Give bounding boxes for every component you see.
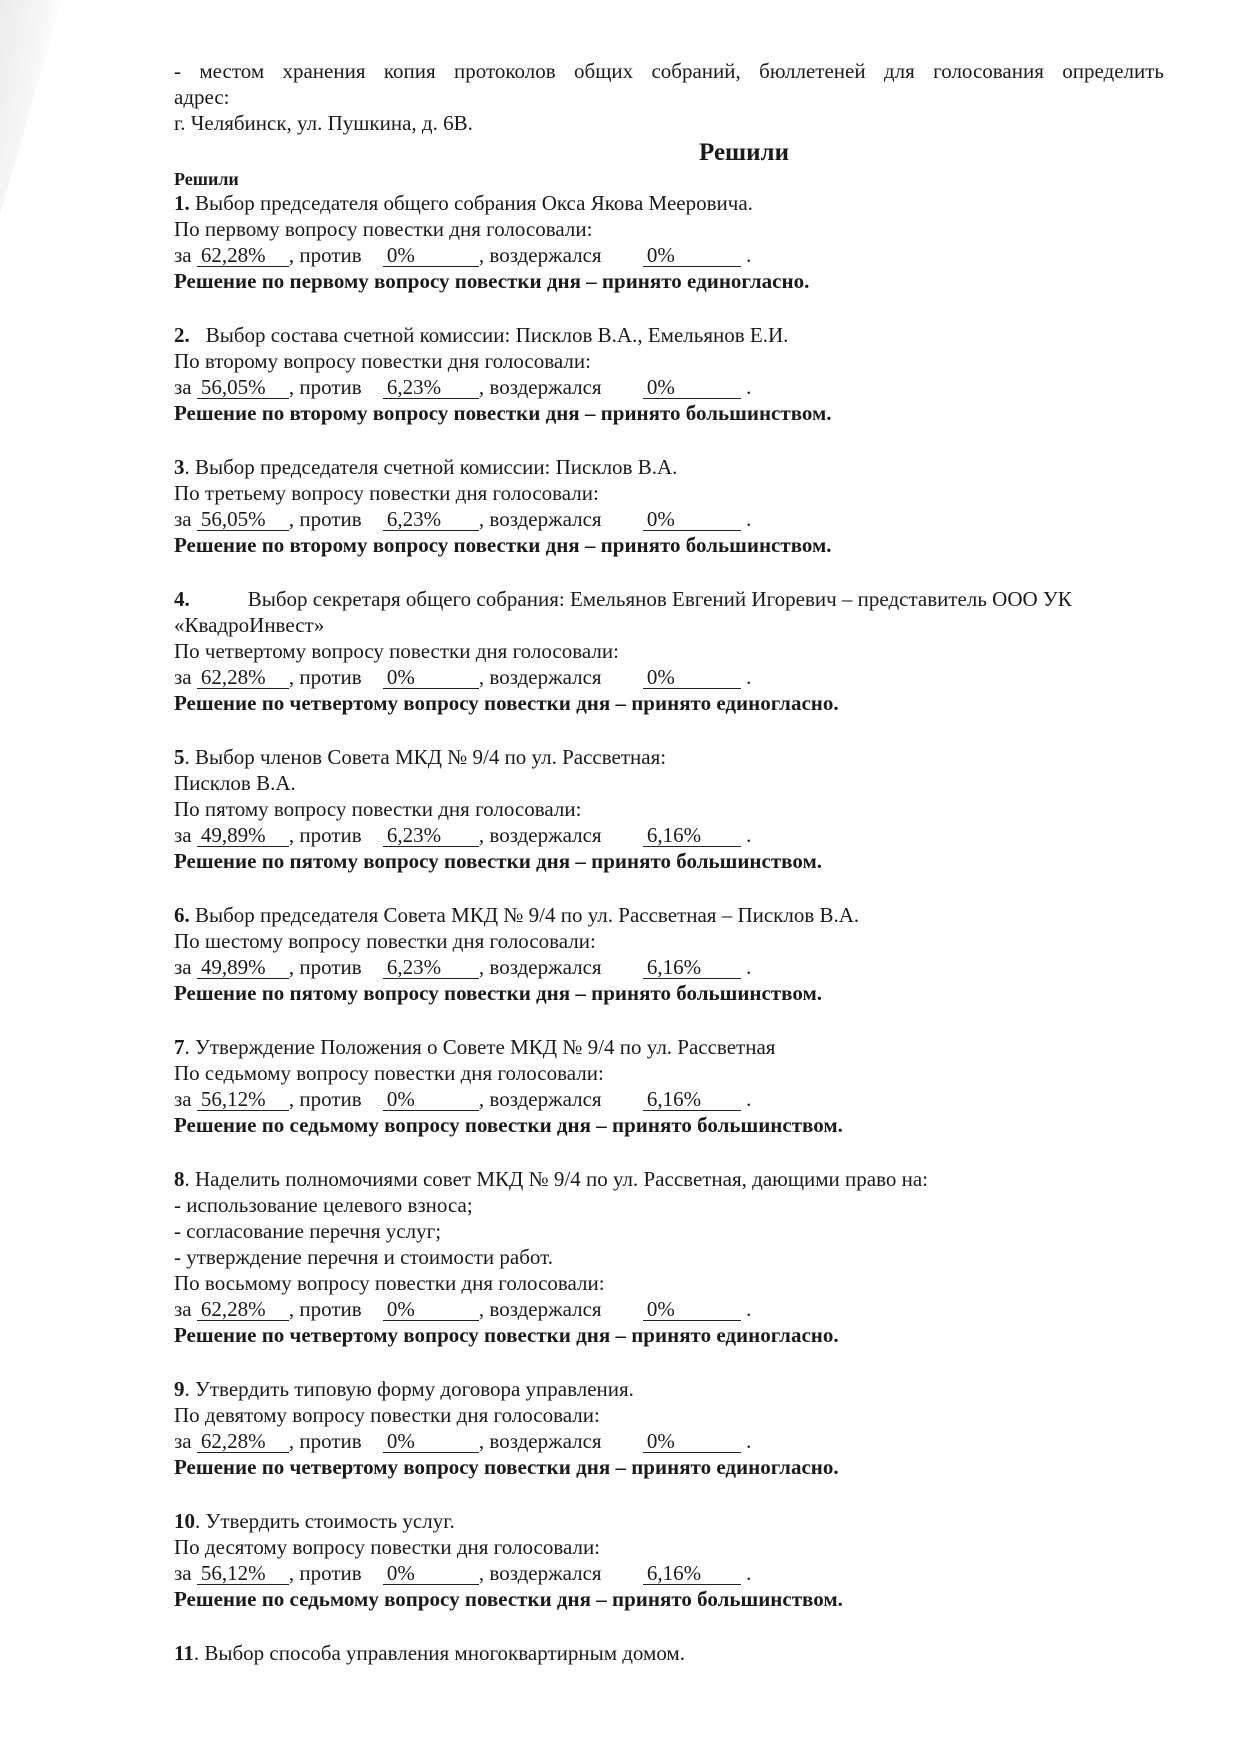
agenda-item-9 xyxy=(174,1376,1164,1480)
voted-line: По десятому вопросу повестки дня голосовали: xyxy=(174,1535,601,1559)
bullet-item: - согласование перечня услуг; xyxy=(174,1219,442,1243)
against-value: 0% xyxy=(383,1298,479,1321)
item-title: . Утвердить стоимость услуг. xyxy=(195,1509,455,1533)
against-label: , против xyxy=(288,1561,362,1585)
end-dot: . xyxy=(746,1429,752,1453)
abstained-label: , воздержался xyxy=(478,243,602,267)
against-label: , против xyxy=(288,1087,362,1111)
for-label: за xyxy=(174,823,192,847)
vote-results xyxy=(174,1560,1164,1586)
agenda-item-5 xyxy=(174,744,1164,874)
item-title: Выбор состава счетной комиссии: Писклов В.А., Емельянов Е.И. xyxy=(205,323,789,347)
item-title: Выбор председателя общего собрания Окса Якова Мееровича. xyxy=(189,191,753,215)
abstained-value: 6,16% xyxy=(643,956,741,979)
for-value: 56,12% xyxy=(197,1088,289,1111)
agenda-item-8 xyxy=(174,1166,1164,1348)
item-number: 11 xyxy=(174,1641,194,1665)
abstained-value: 6,16% xyxy=(643,1562,741,1585)
decision: Решение по четвертому вопросу повестки дня – принято единогласно. xyxy=(174,691,839,715)
abstained-label: , воздержался xyxy=(478,375,602,399)
item-number: 10 xyxy=(174,1509,195,1533)
against-value: 6,23% xyxy=(383,376,479,399)
item-title: Выбор председателя Совета МКД № 9/4 по ул. Рассветная – xyxy=(189,903,738,927)
against-value: 0% xyxy=(383,1088,479,1111)
agenda-item-2 xyxy=(174,322,1164,426)
vote-results xyxy=(174,506,1164,532)
abstained-label: , воздержался xyxy=(478,1087,602,1111)
abstained-label: , воздержался xyxy=(478,955,602,979)
abstained-label: , воздержался xyxy=(478,1297,602,1321)
vote-results xyxy=(174,242,1164,268)
against-value: 0% xyxy=(383,666,479,689)
against-label: , против xyxy=(288,955,362,979)
item-title-tail: Писклов В.А. xyxy=(737,903,860,927)
for-label: за xyxy=(174,1429,192,1453)
for-value: 49,89% xyxy=(197,824,289,847)
for-label: за xyxy=(174,665,192,689)
voted-line: По девятому вопросу повестки дня голосовали: xyxy=(174,1403,600,1427)
decision: Решение по пятому вопросу повестки дня – принято большинством. xyxy=(174,981,823,1005)
item-number: 3 xyxy=(174,455,185,479)
item-title: . Выбор способа управления многоквартирным домом. xyxy=(193,1641,685,1665)
item-title-continued: «КвадроИнвест» xyxy=(174,613,325,637)
voted-line: По второму вопросу повестки дня голосовали: xyxy=(174,349,591,373)
for-label: за xyxy=(174,243,192,267)
item-title: . Выбор членов Совета МКД № 9/4 по ул. Рассветная: xyxy=(184,745,667,769)
abstained-value: 0% xyxy=(643,244,741,267)
against-label: , против xyxy=(288,1297,362,1321)
item-title: . Утвердить типовую форму договора управления. xyxy=(184,1377,634,1401)
item-number: 1. xyxy=(174,191,190,215)
item-number: 7 xyxy=(174,1035,185,1059)
abstained-value: 0% xyxy=(643,508,741,531)
abstained-label: , воздержался xyxy=(478,1561,602,1585)
for-label: за xyxy=(174,955,192,979)
vote-results xyxy=(174,954,1164,980)
end-dot: . xyxy=(746,1297,752,1321)
abstained-label: , воздержался xyxy=(478,1429,602,1453)
for-value: 62,28% xyxy=(197,1298,289,1321)
end-dot: . xyxy=(746,243,752,267)
end-dot: . xyxy=(746,665,752,689)
agenda-item-1 xyxy=(174,190,1164,294)
against-label: , против xyxy=(288,665,362,689)
agenda-item-7 xyxy=(174,1034,1164,1138)
item-number: 6. xyxy=(174,903,190,927)
decision: Решение по седьмому вопросу повестки дня – принято большинством. xyxy=(174,1113,843,1137)
item-title: Выбор секретаря общего собрания: Емельянов Евгений Игоревич – представитель ООО УК xyxy=(247,587,1072,611)
end-dot: . xyxy=(746,375,752,399)
for-value: 56,05% xyxy=(197,376,289,399)
against-value: 6,23% xyxy=(383,508,479,531)
vote-results xyxy=(174,1428,1164,1454)
decision: Решение по четвертому вопросу повестки дня – принято единогласно. xyxy=(174,1455,839,1479)
against-value: 6,23% xyxy=(383,956,479,979)
for-label: за xyxy=(174,1087,192,1111)
storage-address: г. Челябинск, ул. Пушкина, д. 6В. xyxy=(174,111,473,135)
item-number: 9 xyxy=(174,1377,185,1401)
decision: Решение по первому вопросу повестки дня – принято единогласно. xyxy=(174,269,810,293)
vote-results xyxy=(174,664,1164,690)
section-subheading: Решили xyxy=(174,169,239,189)
item-title: . Выбор председателя счетной комиссии: Писклов В.А. xyxy=(184,455,678,479)
bullet-item: - использование целевого взноса; xyxy=(174,1193,473,1217)
vote-results xyxy=(174,822,1164,848)
decision: Решение по пятому вопросу повестки дня – принято большинством. xyxy=(174,849,823,873)
section-heading: Решили xyxy=(699,139,789,166)
agenda-item-11 xyxy=(174,1640,1164,1666)
item-title: . Наделить полномочиями совет МКД № 9/4 по ул. Рассветная, дающими право на: xyxy=(184,1167,929,1191)
vote-results xyxy=(174,374,1164,400)
voted-line: По восьмому вопросу повестки дня голосовали: xyxy=(174,1271,605,1295)
item-number: 5 xyxy=(174,745,185,769)
abstained-label: , воздержался xyxy=(478,507,602,531)
agenda-item-6 xyxy=(174,902,1164,1006)
end-dot: . xyxy=(746,1087,752,1111)
against-value: 6,23% xyxy=(383,824,479,847)
abstained-label: , воздержался xyxy=(478,823,602,847)
storage-line-2: адрес: xyxy=(174,85,230,109)
for-label: за xyxy=(174,375,192,399)
for-value: 62,28% xyxy=(197,244,289,267)
against-value: 0% xyxy=(383,1430,479,1453)
vote-results xyxy=(174,1086,1164,1112)
voted-line: По четвертому вопросу повестки дня голосовали: xyxy=(174,639,619,663)
against-label: , против xyxy=(288,1429,362,1453)
storage-line-1: - местом хранения копия протоколов общих собраний, бюллетеней для голосования определить xyxy=(174,59,1164,83)
decision: Решение по седьмому вопросу повестки дня – принято большинством. xyxy=(174,1587,843,1611)
against-value: 0% xyxy=(383,244,479,267)
voted-line: По седьмому вопросу повестки дня голосовали: xyxy=(174,1061,604,1085)
for-value: 49,89% xyxy=(197,956,289,979)
abstained-value: 0% xyxy=(643,666,741,689)
abstained-value: 0% xyxy=(643,1430,741,1453)
item-title-continued: Писклов В.А. xyxy=(174,771,296,795)
scan-edge-shadow xyxy=(0,0,70,230)
decision: Решение по четвертому вопросу повестки дня – принято единогласно. xyxy=(174,1323,839,1347)
vote-results xyxy=(174,1296,1164,1322)
bullet-item: - утверждение перечня и стоимости работ. xyxy=(174,1245,553,1269)
end-dot: . xyxy=(746,507,752,531)
for-value: 62,28% xyxy=(197,666,289,689)
end-dot: . xyxy=(746,955,752,979)
for-value: 56,12% xyxy=(197,1562,289,1585)
abstained-value: 0% xyxy=(643,376,741,399)
for-value: 62,28% xyxy=(197,1430,289,1453)
against-value: 0% xyxy=(383,1562,479,1585)
abstained-label: , воздержался xyxy=(478,665,602,689)
for-value: 56,05% xyxy=(197,508,289,531)
abstained-value: 6,16% xyxy=(643,1088,741,1111)
voted-line: По первому вопросу повестки дня голосовали: xyxy=(174,217,593,241)
item-number: 8 xyxy=(174,1167,185,1191)
against-label: , против xyxy=(288,823,362,847)
abstained-value: 6,16% xyxy=(643,824,741,847)
decision: Решение по второму вопросу повестки дня – принято большинством. xyxy=(174,401,832,425)
decision: Решение по второму вопросу повестки дня – принято большинством. xyxy=(174,533,832,557)
voted-line: По третьему вопросу повестки дня голосовали: xyxy=(174,481,599,505)
for-label: за xyxy=(174,1561,192,1585)
abstained-value: 0% xyxy=(643,1298,741,1321)
against-label: , против xyxy=(288,375,362,399)
agenda-item-10 xyxy=(174,1508,1164,1612)
for-label: за xyxy=(174,507,192,531)
end-dot: . xyxy=(746,823,752,847)
document-page xyxy=(174,58,1164,1666)
against-label: , против xyxy=(288,243,362,267)
voted-line: По пятому вопросу повестки дня голосовали: xyxy=(174,797,582,821)
against-label: , против xyxy=(288,507,362,531)
end-dot: . xyxy=(746,1561,752,1585)
agenda-item-3 xyxy=(174,454,1164,558)
item-number: 4. xyxy=(174,587,190,611)
agenda-item-4 xyxy=(174,586,1164,716)
voted-line: По шестому вопросу повестки дня голосовали: xyxy=(174,929,596,953)
item-title: . Утверждение Положения о Совете МКД № 9/4 по ул. Рассветная xyxy=(184,1035,776,1059)
for-label: за xyxy=(174,1297,192,1321)
item-number: 2. xyxy=(174,323,190,347)
